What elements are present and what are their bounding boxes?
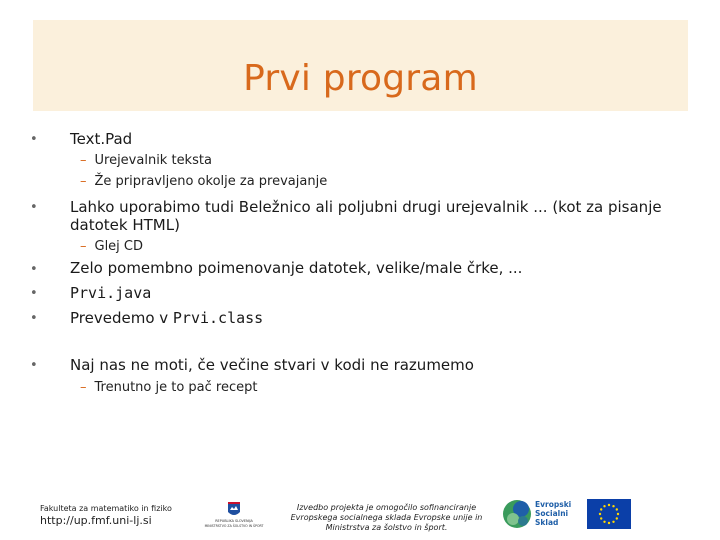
dash-marker: – <box>80 380 87 395</box>
funding-line: Ministrstva za šolstvo in šport. <box>325 523 448 532</box>
svg-text:Socialni: Socialni <box>535 509 569 518</box>
compile-text: Prevedemo v <box>70 309 173 327</box>
svg-text:Evropski: Evropski <box>535 500 572 509</box>
bullet-editor <box>70 198 700 234</box>
funding-line: Izvedbo projekta je omogočilo sofinanciranje <box>296 503 477 512</box>
eu-star <box>600 508 602 510</box>
bullet-naming: Zelo pomembno poimenovanje datotek, velike/male črke, ... <box>70 259 523 277</box>
funding-line: Evropskega socialnega sklada Evropske unije in <box>290 513 483 522</box>
sub-bullet <box>80 239 143 254</box>
eu-flag-icon <box>587 499 631 529</box>
eu-star <box>603 505 605 507</box>
eu-star <box>608 504 610 506</box>
eu-star <box>608 522 610 524</box>
sub-bullet-text: Trenutno je to pač recept <box>94 380 258 395</box>
eu-star <box>603 521 605 523</box>
eu-star <box>600 517 602 519</box>
svg-text:Sklad: Sklad <box>535 518 559 527</box>
sub-bullet <box>80 380 257 395</box>
esf-logo <box>500 497 576 531</box>
ministry-crest-logo <box>198 500 270 530</box>
bullet-marker: • <box>30 358 38 373</box>
bullet-line: datotek HTML) <box>70 216 180 234</box>
bullet-marker: • <box>30 311 38 326</box>
sub-bullet-text: Že pripravljeno okolje za prevajanje <box>94 174 328 189</box>
faculty-url: http://up.fmf.uni-lj.si <box>40 514 152 527</box>
bullet-textpad: Text.Pad <box>70 130 133 148</box>
sub-bullet-text: Glej CD <box>94 239 144 254</box>
bullet-compile <box>70 309 263 327</box>
dash-marker: – <box>80 174 87 189</box>
bullet-marker: • <box>30 132 38 147</box>
eu-star <box>616 517 618 519</box>
eu-star <box>616 508 618 510</box>
eu-star <box>612 521 614 523</box>
svg-text:MINISTRSTVO ZA ŠOLSTVO IN ŠPOR: MINISTRSTVO ZA ŠOLSTVO IN ŠPORT <box>204 524 264 528</box>
eu-star <box>612 505 614 507</box>
sub-bullet <box>80 174 327 189</box>
svg-text:REPUBLIKA SLOVENIJA: REPUBLIKA SLOVENIJA <box>215 519 253 523</box>
bullet-marker: • <box>30 262 38 277</box>
bullet-dont-worry: Naj nas ne moti, če večine stvari v kodi ne razumemo <box>70 356 474 374</box>
dash-marker: – <box>80 153 87 168</box>
bullet-line: Lahko uporabimo tudi Beležnico ali poljubni drugi urejevalnik ... (kot za pisanje <box>70 198 662 216</box>
sub-bullet-text: Urejevalnik teksta <box>94 153 212 168</box>
compile-code: Prvi.class <box>172 309 264 327</box>
dash-marker: – <box>80 239 87 254</box>
eu-star <box>599 513 601 515</box>
bullet-marker: • <box>30 286 38 301</box>
sub-bullet <box>80 153 212 168</box>
bullet-prvi-java: Prvi.java <box>70 284 152 302</box>
faculty-name: Fakulteta za matematiko in fiziko <box>40 504 172 513</box>
bullet-marker: • <box>30 200 38 215</box>
eu-star <box>617 513 619 515</box>
slide-title: Prvi program <box>243 58 478 99</box>
funding-note <box>284 503 489 533</box>
